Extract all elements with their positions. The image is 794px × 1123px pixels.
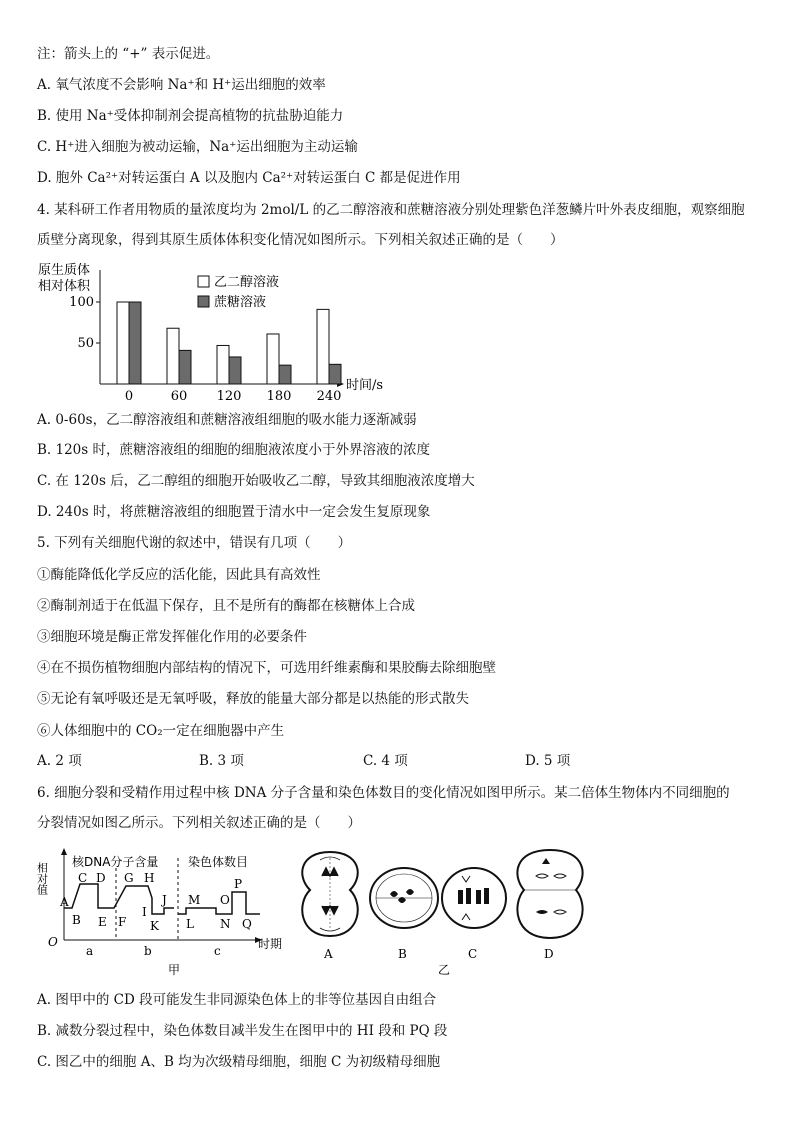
- chart-bar-ethylene-glycol: [267, 334, 279, 384]
- cell-d-label: D: [544, 947, 554, 961]
- jia-title-dna: 核DNA分子含量: [72, 855, 159, 869]
- q5-statement-6: ⑥人体细胞中的 CO₂一定在细胞器中产生: [37, 723, 285, 739]
- q6-stem-line2: 分裂情况如图乙所示。下列相关叙述正确的是（ ）: [37, 815, 361, 831]
- jia-point-k: K: [150, 919, 159, 933]
- jia-point-h: H: [144, 871, 155, 885]
- jia-dna-curve: [64, 884, 174, 914]
- chart-ytick-label: 100: [69, 295, 94, 310]
- jia-xaxis-label: 时期: [258, 937, 283, 951]
- q4-bar-chart: [30, 258, 430, 400]
- jia-point-l: L: [186, 917, 194, 931]
- jia-point-c: C: [78, 871, 88, 885]
- q4-stem-line2: 质壁分离现象，得到其原生质体体积变化情况如图所示。下列相关叙述正确的是（ ）: [37, 232, 564, 248]
- jia-point-j: J: [162, 893, 167, 907]
- q5-statement-2: ②酶制剂适于在低温下保存，且不是所有的酶都在核糖体上合成: [37, 598, 415, 614]
- chart-bar-sucrose: [279, 365, 291, 384]
- jia-point-a: A: [60, 895, 69, 909]
- chart-bar-sucrose: [329, 364, 341, 384]
- jia-point-o: O: [220, 893, 230, 907]
- q5-option-b: B. 3 项: [199, 753, 244, 769]
- q5-stem: 5. 下列有关细胞代谢的叙述中，错误有几项（ ）: [37, 535, 352, 551]
- chart-ylabel-line1: 原生质体: [38, 263, 91, 278]
- jia-point-f: F: [118, 915, 127, 929]
- cell-a-illustration: [302, 852, 357, 936]
- q3-option-b: B. 使用 Na⁺受体抑制剂会提高植物的抗盐胁迫能力: [37, 108, 344, 124]
- chart-xtick-label: 180: [266, 389, 292, 400]
- jia-point-m: M: [188, 893, 201, 907]
- jia-title-chrom: 染色体数目: [188, 855, 249, 869]
- q4-option-a: A. 0-60s，乙二醇溶液组和蔗糖溶液组细胞的吸水能力逐渐减弱: [37, 412, 417, 428]
- q6-stem-line1: 6. 细胞分裂和受精作用过程中核 DNA 分子含量和染色体数目的变化情况如图甲所示。某二倍体生物体内不同细胞的: [37, 785, 730, 801]
- jia-origin-label: O: [48, 935, 58, 949]
- q6-option-a: A. 图甲中的 CD 段可能发生非同源染色体上的非等位基因自由组合: [37, 992, 437, 1008]
- legend-swatch: [198, 296, 209, 307]
- chart-ylabel-line2: 相对体积: [38, 279, 91, 294]
- q5-statement-3: ③细胞环境是酶正常发挥催化作用的必要条件: [37, 629, 307, 645]
- q3-option-d: D. 胞外 Ca²⁺对转运蛋白 A 以及胞内 Ca²⁺对转运蛋白 C 都是促进作用: [37, 170, 461, 186]
- q4-option-c: C. 在 120s 后，乙二醇组的细胞开始吸收乙二醇，导致其细胞液浓度增大: [37, 473, 475, 489]
- q4-stem-line1: 4. 某科研工作者用物质的量浓度均为 2mol/L 的乙二醇溶液和蔗糖溶液分别处理紫色洋葱鳞片叶外表皮细胞，观察细胞: [37, 202, 745, 218]
- jia-stage-a: a: [86, 944, 94, 958]
- figure-yi: [292, 846, 592, 978]
- legend-swatch: [198, 276, 209, 287]
- cell-b-illustration: [370, 868, 438, 928]
- q3-option-a: A. 氧气浓度不会影响 Na⁺和 H⁺运出细胞的效率: [37, 77, 326, 93]
- chart-bar-sucrose: [129, 302, 141, 384]
- jia-point-b: B: [72, 913, 81, 927]
- jia-point-n: N: [220, 917, 231, 931]
- q4-option-d: D. 240s 时，将蔗糖溶液组的细胞置于清水中一定会发生复原现象: [37, 504, 431, 520]
- jia-point-d: D: [96, 871, 106, 885]
- figure-jia: [36, 848, 296, 978]
- jia-stage-c: c: [214, 944, 221, 958]
- q5-option-d: D. 5 项: [525, 753, 571, 769]
- cell-b-label: B: [398, 947, 407, 961]
- legend-label: 乙二醇溶液: [214, 275, 280, 290]
- q5-statement-4: ④在不损伤植物细胞内部结构的情况下，可选用纤维素酶和果胶酶去除细胞壁: [37, 660, 496, 676]
- q3-option-c: C. H⁺进入细胞为被动运输，Na⁺运出细胞为主动运输: [37, 139, 358, 155]
- cell-c-label: C: [468, 947, 478, 961]
- q6-option-c: C. 图乙中的细胞 A、B 均为次级精母细胞，细胞 C 为初级精母细胞: [37, 1054, 441, 1070]
- cell-a-label: A: [324, 947, 333, 961]
- q5-statement-1: ①酶能降低化学反应的活化能，因此具有高效性: [37, 567, 321, 583]
- q4-option-b: B. 120s 时，蔗糖溶液组的细胞的细胞液浓度小于外界溶液的浓度: [37, 442, 430, 458]
- chart-xtick-label: 60: [170, 389, 188, 400]
- chart-bar-ethylene-glycol: [217, 345, 229, 384]
- q5-statement-5: ⑤无论有氧呼吸还是无氧呼吸，释放的能量大部分都是以热能的形式散失: [37, 691, 469, 707]
- jia-yaxis-label: 相对值: [36, 862, 49, 895]
- chart-xtick-label: 240: [316, 389, 342, 400]
- q6-option-b: B. 减数分裂过程中，染色体数目减半发生在图甲中的 HI 段和 PQ 段: [37, 1023, 448, 1039]
- jia-point-p: P: [234, 877, 243, 891]
- chart-xtick-label: 0: [124, 389, 134, 400]
- chart-bar-ethylene-glycol: [317, 309, 329, 384]
- yi-caption: 乙: [438, 963, 451, 977]
- note-line: 注：箭头上的 “+” 表示促进。: [37, 46, 220, 62]
- jia-point-g: G: [124, 871, 134, 885]
- chart-bar-ethylene-glycol: [117, 302, 129, 384]
- jia-stage-b: b: [144, 944, 152, 958]
- chart-bar-ethylene-glycol: [167, 328, 179, 384]
- legend-label: 蔗糖溶液: [214, 295, 267, 310]
- q5-option-a: A. 2 项: [37, 753, 82, 769]
- jia-point-q: Q: [242, 917, 252, 931]
- jia-point-e: E: [98, 915, 107, 929]
- chart-bar-sucrose: [229, 357, 241, 384]
- jia-point-i: I: [142, 905, 147, 919]
- chart-bar-sucrose: [179, 350, 191, 384]
- chart-xlabel: 时间/s: [346, 378, 384, 393]
- chart-ytick-label: 50: [77, 336, 94, 351]
- chart-xtick-label: 120: [216, 389, 242, 400]
- jia-caption: 甲: [168, 963, 181, 977]
- cell-d-illustration: [517, 850, 582, 938]
- q5-option-c: C. 4 项: [363, 753, 408, 769]
- cell-c-illustration: [442, 868, 506, 928]
- q5-options: [37, 751, 757, 771]
